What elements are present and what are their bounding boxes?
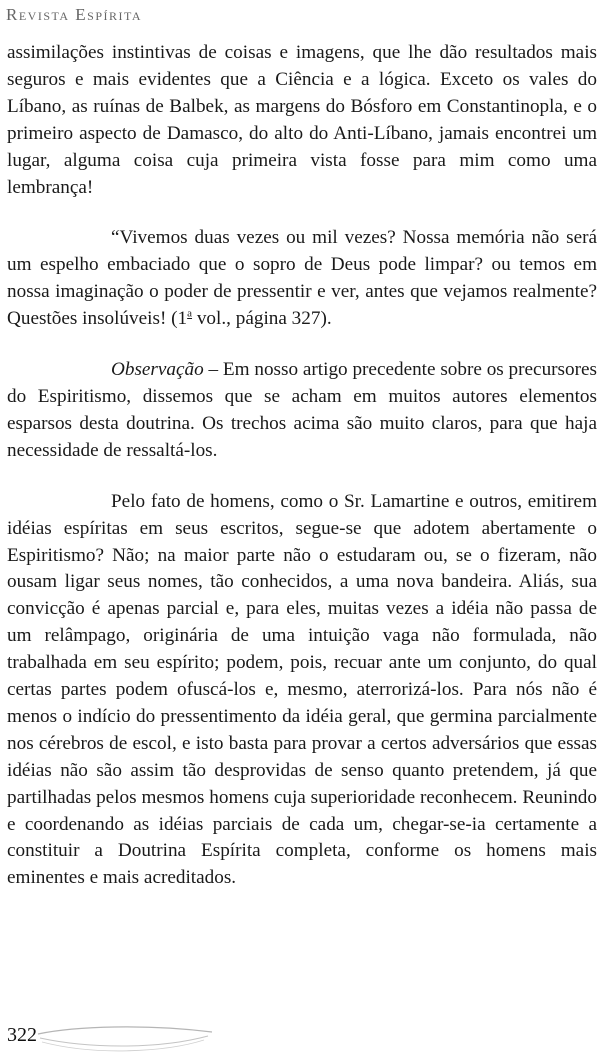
paragraph-1: assimilações instintivas de coisas e imagens, que lhe dão resultados mais seguros e mais evidentes que a Ciência e a lógica. Exceto os vales do Líbano, as ruínas de Balbek, as margens do Bósforo em Constantinopla, e o primeiro aspecto de Damasco, do alto do Anti-Líbano, jamais encontrei um lugar, alguma coisa cuja primeira vista fosse para mim como uma lembrança!	[7, 42, 597, 198]
swoosh-icon	[36, 1022, 216, 1056]
paragraph-2-quote	[7, 225, 597, 333]
quote-reference: vol., página 327).	[192, 308, 332, 330]
running-header: Revista Espírita	[6, 5, 143, 24]
quote-text: “Vivemos duas vezes ou mil vezes? Nossa memória não será um espelho embaciado que o sopro de Deus pode limpar? ou temos em nossa imaginação o poder de pressentir e ver, antes que vejamos realmente? Questões insolúveis! (1	[7, 227, 597, 330]
page-body	[7, 40, 597, 892]
page-number: 322	[7, 1024, 37, 1046]
ordinal-superscript: a	[187, 307, 193, 320]
paragraph-4: Pelo fato de homens, como o Sr. Lamartine e outros, emitirem idéias espíritas em seus escritos, segue-se que adotem abertamente o Espiritismo? Não; na maior parte não o estudaram ou, se o fizeram, não ousam ligar seus nomes, tão conhecidos, a uma nova bandeira. Aliás, sua convicção é apenas parcial e, para eles, muitas vezes a idéia não passa de um relâmpago, originária de uma intuição vaga não formulada, não trabalhada em seu espírito; podem, pois, recuar ante um conjunto, do qual certas partes podem ofuscá-los e, mesmo, aterrorizá-los. Para nós não é menos o indício do pressentimento da idéia geral, que germina parcialmente nos cérebros de escol, e isto basta para provar a certos adversários que essas idéias não são assim tão desprovidas de senso quanto pretendem, já que partilhadas pelos mesmos homens cuja superioridade reconhecem. Reunindo e coordenando as idéias parciais de cada um, chegar-se-ia certamente a constituir a Doutrina Espírita completa, conforme os homens mais eminentes e mais acreditados.	[7, 490, 597, 889]
observation-label: Observação	[111, 359, 204, 381]
paragraph-3-observation	[7, 357, 597, 465]
observation-text: – Em nosso artigo precedente sobre os precursores do Espiritismo, dissemos que se acham em muitos autores elementos esparsos desta doutrina. Os trechos acima são muito claros, para que haja necessidade de ressaltá-los.	[7, 359, 597, 461]
